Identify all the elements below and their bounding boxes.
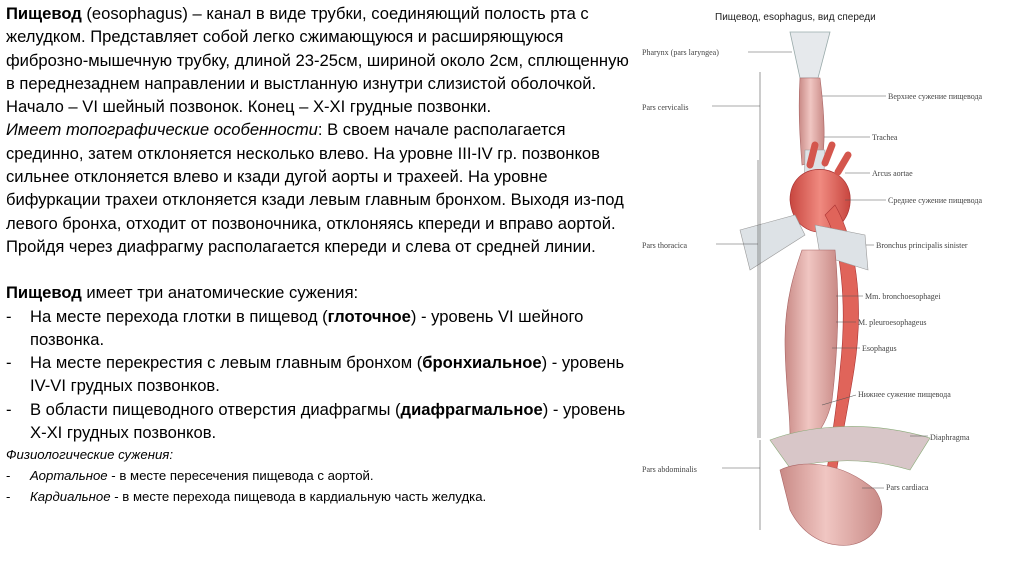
label-pharynx: Pharynx (pars laryngea) xyxy=(642,48,719,57)
narrowing-before: В области пищеводного отверстия диафрагмы ( xyxy=(30,399,401,419)
label-m-pleuroesophageus: M. pleuroesophageus xyxy=(858,318,927,327)
narrowings-heading xyxy=(6,281,636,304)
physiological-name: Кардиальное xyxy=(30,489,111,505)
physiological-heading-text: Физиологические сужения: xyxy=(6,447,173,463)
text-column xyxy=(6,2,636,507)
label-pars-cardiaca: Pars cardiaca xyxy=(886,483,929,492)
narrowing-item xyxy=(6,305,636,352)
topography-text: : В своем начале располагается срединно, затем отклоняется несколько влево. На уровне III-IV гр. позвонков сильнее отклоняется влево и кзади дугой аорты и трахеей. На уровне бифуркации трахеи отклоняется кзади левым главным бронхом. Выходя из-под левого бронха, отходит от позвоночника, отклоняясь кпереди и вправо аортой. Пройдя через диафрагму располагается кпереди и слева от средней линии. xyxy=(6,120,624,256)
narrowing-text xyxy=(30,398,636,445)
narrowings-term: Пищевод xyxy=(6,283,82,303)
narrowing-before: На месте перекрестия с левым главным бронхом ( xyxy=(30,353,423,373)
physiological-section xyxy=(6,444,636,507)
physiological-text xyxy=(30,465,374,486)
intro-term: Пищевод xyxy=(6,4,82,23)
label-diaphragma: Diaphragma xyxy=(930,433,970,442)
physiological-text xyxy=(30,486,486,507)
left-bracket-lines xyxy=(758,72,760,530)
physiological-desc: - в месте перехода пищевода в кардиальную часть желудка. xyxy=(110,489,487,505)
topography-lead: Имеет топографические особенности xyxy=(6,120,318,140)
narrowing-text xyxy=(30,305,636,352)
narrowing-name: диафрагмальное xyxy=(400,399,543,419)
label-bronchus: Bronchus principalis sinister xyxy=(876,241,968,250)
narrowing-text xyxy=(30,351,636,398)
label-pars-thoracica: Pars thoracica xyxy=(642,241,688,250)
narrowing-name: глоточное xyxy=(327,306,411,326)
label-mm-bronchoesophagei: Mm. bronchoesophagei xyxy=(865,292,941,301)
label-upper-narrowing: Верхнее сужение пищевода xyxy=(888,92,983,101)
figure-title: Пищевод, esophagus, вид спереди xyxy=(715,12,876,23)
label-pars-abdominalis: Pars abdominalis xyxy=(642,465,697,474)
list-dash: - xyxy=(6,489,11,505)
esophagus-anatomy-figure xyxy=(640,0,1024,574)
esophagus-thoracic-shape xyxy=(785,250,838,435)
label-esophagus: Esophagus xyxy=(862,344,897,353)
list-dash: - xyxy=(6,353,12,373)
physiological-item xyxy=(6,465,636,486)
narrowing-before: На месте перехода глотки в пищевод ( xyxy=(30,306,328,326)
list-dash: - xyxy=(6,399,12,419)
spacer xyxy=(6,258,636,281)
topography-paragraph xyxy=(6,118,636,258)
label-middle-narrowing: Среднее сужение пищевода xyxy=(888,196,983,205)
narrowing-item xyxy=(6,351,636,398)
intro-text: (eosophagus) – канал в виде трубки, соединяющий полость рта с желудком. Представляет собой легко сжимающуюся и расширяющуюся фиброзно-мышечную трубку, длиной 23-25см, шириной около 2см, сплющенную в переднезаднем направлении и выстланную изнутри слизистой оболочкой. Начало – VI шейный позвонок. Конец – X-XI грудные позвонки. xyxy=(6,4,629,117)
narrowing-after: ) - уровень VI шейного позвонка. xyxy=(30,306,584,349)
narrowings-intro: имеет три анатомические сужения: xyxy=(81,283,359,303)
diaphragm-shape xyxy=(770,426,930,470)
narrowing-name: бронхиальное xyxy=(422,353,542,373)
label-trachea: Trachea xyxy=(872,133,898,142)
list-dash: - xyxy=(6,306,12,326)
physiological-item xyxy=(6,486,636,507)
label-lower-narrowing: Нижнее сужение пищевода xyxy=(858,390,951,399)
narrowing-item xyxy=(6,398,636,445)
label-arcus-aortae: Arcus aortae xyxy=(872,169,913,178)
physiological-heading xyxy=(6,444,636,465)
right-bronchus-shape xyxy=(740,215,805,270)
cardia-shape xyxy=(780,464,882,545)
label-pars-cervicalis: Pars cervicalis xyxy=(642,103,689,112)
pharynx-shape xyxy=(790,32,830,78)
narrowing-after: ) - уровень IV-VI грудных позвонков. xyxy=(30,353,625,396)
intro-paragraph xyxy=(6,2,636,118)
physiological-desc: - в месте пересечения пищевода с аортой. xyxy=(107,468,374,484)
list-dash: - xyxy=(6,468,11,484)
narrowing-after: ) - уровень X-XI грудных позвонков. xyxy=(30,399,626,443)
physiological-name: Аортальное xyxy=(30,468,108,484)
